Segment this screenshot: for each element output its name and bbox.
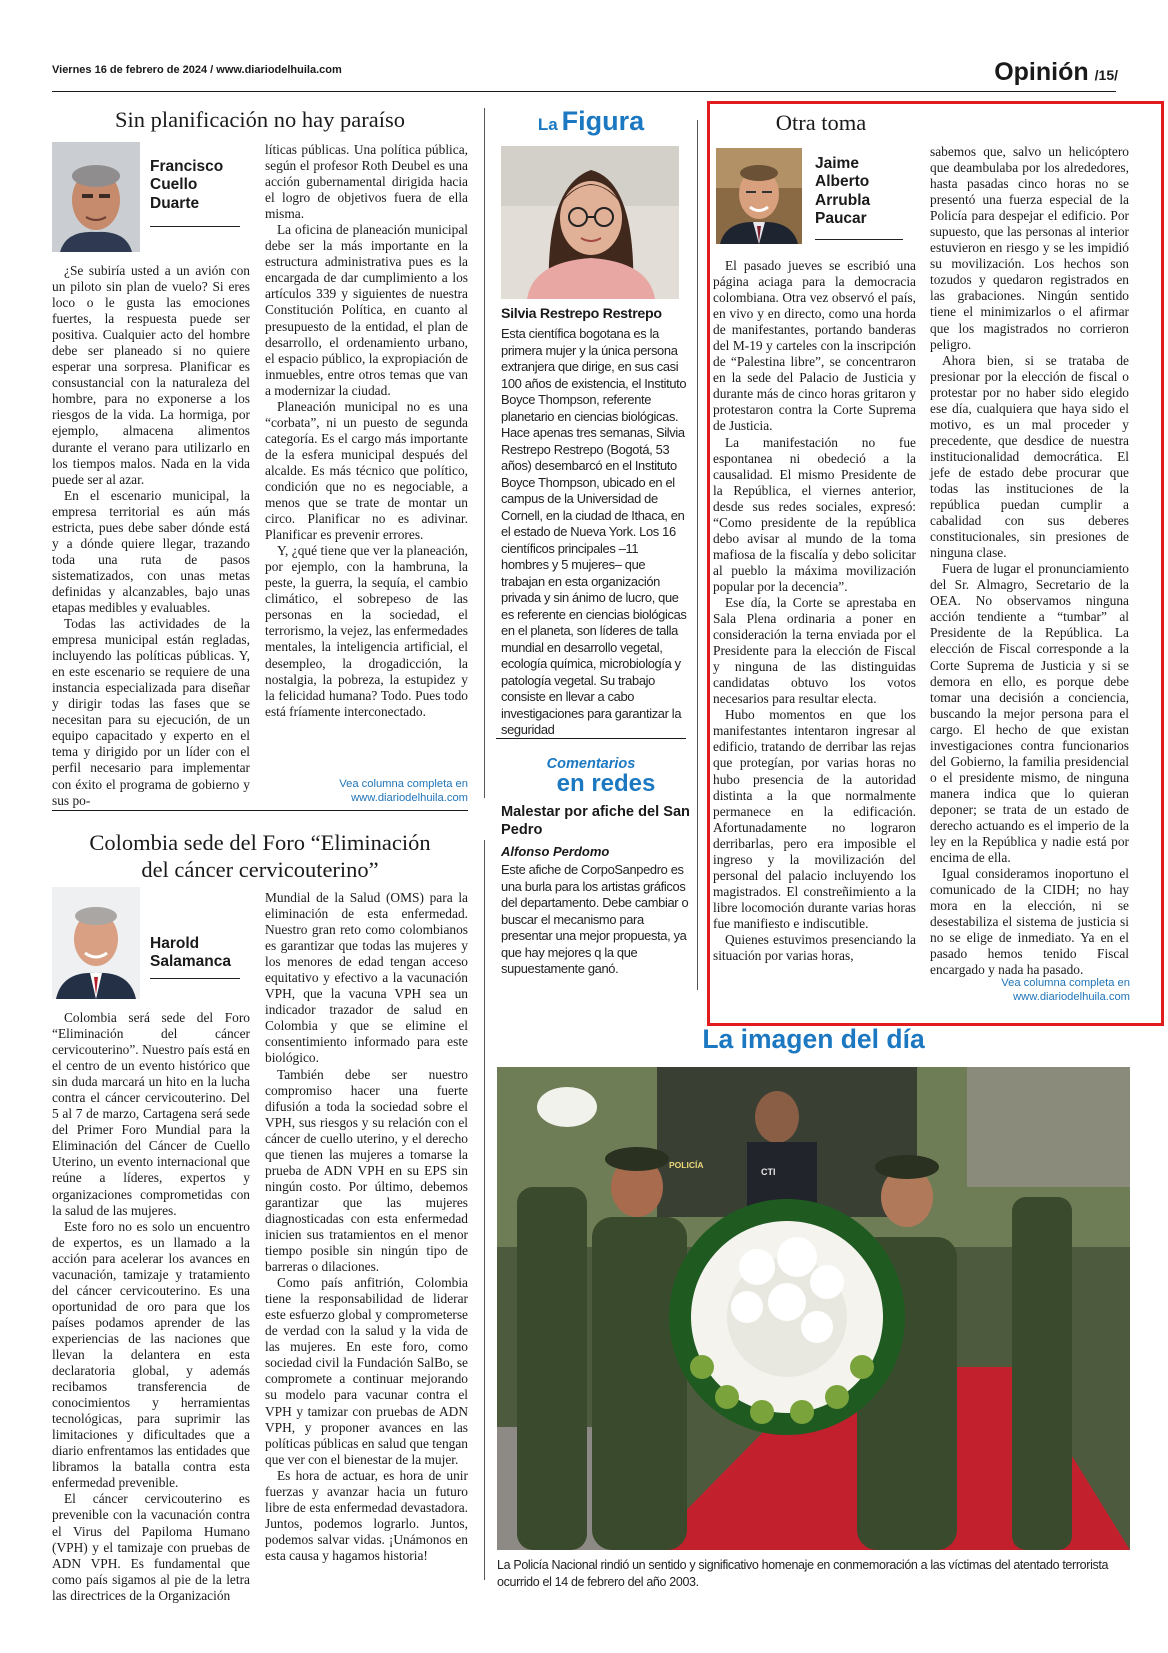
read-more-link[interactable] (930, 976, 1130, 1004)
paragraph: Igual consideramos inoportuno el comunicado de la CIDH; no hay mora en la elección, ni se desestabiliza el sistema de justicia si no se elige de inmediato. Ya en el pasado hemos tenido Fiscal encargado y nada ha pasado. (930, 866, 1129, 978)
author-portrait-image (52, 142, 140, 252)
read-more-label: Vea columna completa en (1001, 977, 1130, 989)
article-body-col-b (265, 142, 468, 720)
paragraph: ¿Se subiría usted a un avión con un piloto sin plan de vuelo? Si eres loco o le gusta las emociones fuertes, la respuesta puede ser positiva. Cualquier acto del hombre debe ser planeado si no quiere esperar una sorpresa. Planificar es consustancial con la naturaleza del hombre, para no exponerse a los riesgos de la vida. La hormiga, por ejemplo, almacena alimentos durante el verano para utilizarlo en los tiempos malos. Nada en la vida puede ser al azar. (52, 263, 250, 487)
author-photo (716, 148, 802, 244)
article-body-col-b (265, 890, 468, 1564)
figura-photo (501, 146, 679, 299)
read-more-url[interactable]: www.diariodelhuila.com (1013, 991, 1130, 1003)
author-name: Jaime Alberto Arrubla Paucar (815, 155, 871, 228)
imagen-photo (497, 1067, 1130, 1550)
masthead-date-site: Viernes 16 de febrero de 2024 / www.diariodelhuila.com (52, 64, 342, 76)
paragraph: Como país anfitrión, Colombia tiene la responsabilidad de liderar este esfuerzo global y comprometerse de verdad con la salud y la vida de las mujeres. En este foro, como sociedad civil la Fundación SalBo, se compromete a continuar mejorando su modelo para vacunar contra el VPH y tamizar con pruebas de ADN VPH, y proponer avances en las políticas públicas en salud que tengan que ver con el bienestar de la mujer. (265, 1275, 468, 1467)
paragraph: Planeación municipal no es una “corbata”, ni un puesto de segunda categoría. Es el cargo más importante de la esfera municipal después del alcalde. Es más técnico que político, condición que no es negociable, a menos que se trate de montar un circo. Planificar no es adivinar. Planificar es prevenir errores. (265, 398, 468, 543)
page-number: /15/ (1094, 67, 1118, 83)
author-portrait-image (716, 148, 802, 244)
article-headline (52, 829, 468, 883)
paragraph: Mundial de la Salud (OMS) para la eliminación de esta enfermedad. Nuestro gran reto como colombianos es garantizar que todas las mujeres y los menores de edad tengan acceso equitativo y efectivo a la vacunación VPH, que la vacuna VPH sea un indicador trazador de salud en Colombia y que se elimine el consentimiento informado para este biológico. (265, 890, 468, 1066)
article-body-col-a (52, 1010, 250, 1604)
author-rule (150, 226, 240, 227)
article-body-col-a (713, 258, 916, 964)
comentarios-text: Este afiche de CorpoSanpedro es una burla para los artistas gráficos del departamento. Debe cambiar o buscar el mecanismo para presentar una mejor propuesta, ya que hay mejores q la que supuestamente ganó. (501, 862, 689, 976)
headline-line: del cáncer cervicouterino” (141, 857, 379, 882)
author-name: Francisco Cuello Duarte (150, 158, 224, 212)
comentarios-title-small: Comentarios (546, 756, 636, 772)
author-name: Harold Salamanca (150, 935, 231, 971)
paragraph: Y, ¿qué tiene que ver la planeación, por ejemplo, con la hambruna, la peste, la guerra, la sequía, el cambio climático, el sobrepeso de las personas en la sociedad, el terrorismo, la vejez, las enfermedades mentales, la inteligencia artificial, el desempleo, la drogadicción, la nostalgia, la pobreza, la estupidez y la felicidad humana? Todo. Pues todo está fríamente interconectado. (265, 543, 468, 719)
paragraph: El cáncer cervicouterino es prevenible con la vacunación contra el Virus del Papiloma Humano (VPH) y el tamizaje con pruebas de ADN VPH. Es fundamental que como país sigamos al pie de la letra las directrices de la Organización (52, 1491, 250, 1603)
paragraph: Este foro no es solo un encuentro de expertos, es un llamado a la acción para acelerar los avances en vacunación, tamizaje y tratamiento del cáncer cervicouterino. Es una oportunidad de oro para que los países podamos aprender de las experiencias de las naciones que llevan la delantera en esta declaratoria global, y además recibamos transferencia de conocimientos y herramientas tecnológicas, para suprimir las limitaciones y dificultades que a diario enfrentamos las entidades que libramos la batalla contra esta enfermedad prevenible. (52, 1218, 250, 1491)
article-body-col-b (930, 144, 1129, 978)
figura-portrait-image (501, 146, 679, 299)
comentarios-headline: Malestar por afiche del San Pedro (501, 804, 690, 838)
paragraph: El pasado jueves se escribió una página aciaga para la democracia colombiana. Otra vez observó el país, en vivo y en directo, como una horda de manifestantes, portando banderas del M-19 y carteles con la inscripción de “Palestina libre”, se concentraron en la sede del Palacio de Justicia y durante más de cinco horas gritaron y protestaron contra la Corte Suprema de Justicia. (713, 258, 916, 434)
paragraph: Es hora de actuar, es hora de unir fuerzas y avanzar hacia un futuro libre de esta enfermedad devastadora. Juntos, podemos lograrlo. Juntos, podemos salvar vidas. ¡Unámonos en esta causa y hagamos historia! (265, 1467, 468, 1563)
author-photo (52, 887, 140, 999)
column-divider (484, 108, 485, 798)
read-more-label: Vea columna completa en (339, 778, 468, 790)
paragraph: Ahora bien, si se trataba de presionar por la elección de fiscal o protestar por no haber sido elegido ese día, cualquiera que haya sido el motivo, es un mal proceder y precedente, que desdice de nuestra institucionalidad democrática. El jefe de estado debe procurar que todas las instituciones de la república puedan cumplir a cabalidad con sus deberes constitucionales, sin presiones de ninguna clase. (930, 352, 1129, 561)
author-photo (52, 142, 140, 252)
ceremony-photo-image (497, 1067, 1130, 1550)
police-badge-label: POLICÍA (669, 1160, 704, 1170)
article-body-col-a (52, 263, 250, 809)
comentarios-title-big: en redes (556, 769, 656, 797)
masthead-section (994, 58, 1118, 87)
vest-label: CTI (761, 1167, 776, 1177)
paragraph: líticas públicas. Una política pública, según el profesor Roth Deubel es una acción gubernamental dirigida hacia el logro de objetivos fuera de ella misma. (265, 142, 468, 222)
column-divider (484, 840, 485, 1580)
read-more-url[interactable]: www.diariodelhuila.com (351, 792, 468, 804)
author-rule (815, 239, 903, 240)
imagen-title: La imagen del día (702, 1024, 925, 1054)
paragraph: También debe ser nuestro compromiso hacer una fuerte difusión a toda la sociedad sobre el VPH, sus riesgos y su relación con el cáncer de cuello uterino, y el derecho que tienen las mujeres a tomarse la prueba de ADN VPH en su EPS sin ningún costo. Por último, debemos garantizar que las mujeres diagnosticadas con esta enfermedad inicien sus tratamientos en el menor tiempo posible sin ningún tipo de barreras o dilaciones. (265, 1066, 468, 1275)
paragraph: Colombia será sede del Foro “Eliminación del cáncer cervicouterino”. Nuestro país está en el centro de un evento histórico que sin duda marcará un hito en la lucha contra el cáncer cervicouterino. Del 5 al 7 de marzo, Cartagena será sede del Primer Foro Mundial para la Eliminación del Cáncer de Cuello Uterino, un evento internacional que reúne a líderes, expertos y organizaciones comprometidas con la salud de las mujeres. (52, 1010, 250, 1218)
author-portrait-image (52, 887, 140, 999)
paragraph: Ese día, la Corte se aprestaba en Sala Plena ordinaria a poner en consideración la terna enviada por el Presidente para la elección de Fiscal y ninguna de las distinguidas candidatas obtuvo los votos necesarios para resultar electa. (713, 594, 916, 707)
comentarios-title (496, 757, 686, 796)
figura-title-prefix: La (537, 115, 558, 134)
masthead-rule (52, 91, 1116, 92)
figura-title-main: Figura (561, 106, 645, 136)
paragraph: Hubo momentos en que los manifestantes intentaron ingresar al edificio, tratando de derribar las rejas que protegían, por varias horas no hubo presencia de la autoridad distinta a la que normalmente permanece en la edificación. Afortunadamente no lograron derribarlas, pero era imposible el ingreso y la movilización del personal del palacio incluyendo los magistrados. El constreñimiento a la libre locomoción durante varias horas fue manifiesto e indiscutible. (713, 707, 916, 931)
read-more-link[interactable] (265, 777, 468, 805)
paragraph: Fuera de lugar el pronunciamiento del Sr. Almagro, Secretario de la OEA. No observamos ninguna acción tendiente a “tumbar” al Presidente de la República. La elección de Fiscal corresponde a la Corte Suprema de Justicia y si se demora en ello, es porque debe tomar una decisión a conciencia, buscando la mejor persona para el cargo. El hecho de que existan investigaciones contra funcionarios del Gobierno, la familia presidencial o el presidente mismo, de ninguna manera indica que lo quieran deponer; se trata de un estado de derecho actuando es el imperio de la ley en la República y nadie está por encima de ella. (930, 561, 1129, 866)
paragraph: La manifestación no fue espontanea ni obedeció a la causalidad. El mismo Presidente de la República, el viernes anterior, desde sus redes sociales, expresó: “Como presidente de la república debo avisar al mundo de la toma mafiosa de la fiscalía y debo solicitar al pueblo la máxima movilización popular por la decencia”. (713, 434, 916, 594)
article-headline: Sin planificación no hay paraíso (115, 107, 405, 132)
paragraph: Todas las actividades de la empresa municipal están regladas, incluyendo las políticas públicas. Y, en este escenario se requiere de una instancia especializada para diseñar y dirigir todas las fases que se necesitan para su ejecución, de un equipo capacitado y experto en el tema y dirigido por un líder con el perfil necesario para implementar con éxito el programa de gobierno y sus po- (52, 616, 250, 808)
headline-line: Colombia sede del Foro “Eliminación (89, 830, 431, 855)
paragraph: La oficina de planeación municipal debe ser la más importante en la estructura administrativa pues es la encargada de dar cumplimiento a los artículos 339 y siguientes de nuestra Constitución Política, en cuanto al presupuesto de la entidad, el plan de desarrollo, el ordenamiento urbano, el espacio público, la expropiación de inmuebles, entre otros temas que van a modernizar la ciudad. (265, 222, 468, 398)
paragraph: Quienes estuvimos presenciando la situación por varias horas, (713, 931, 916, 964)
section-name: Opinión (994, 58, 1089, 86)
article-headline: Otra toma (775, 110, 867, 135)
figura-text: Esta científica bogotana es la primera mujer y la única persona extranjera que dirige, en sus casi 100 años de existencia, el Instituto Boyce Thompson, referente planetario en ciencias biológicas. Hace apenas tres semanas, Silvia Restrepo Restrepo (Bogotá, 53 años) desembarcó en el Instituto Boyce Thompson, ubicado en el campus de la Universidad de Cornell, en la ciudad de Ithaca, en el estado de Nueva York. Los 16 científicos principales –11 hombres y 5 mujeres– que trabajan en esta organización privada y sin ánimo de lucro, que es referente en ciencias biológicas en el planeta, son líderes de talla mundial en desarrollo vegetal, ecología química, microbiología y patología vegetal. Su trabajo consiste en llevar a cabo investigaciones para garantizar la seguridad (501, 326, 687, 737)
paragraph: sabemos que, salvo un helicóptero que deambulaba por los alrededores, hasta pasadas cinco horas no se presentó una fuerza especial de la Policía para despejar el edificio. Por supuesto, que las personas al interior estuvieron en riesgo y se les impidió su movilización. Los hechos son tozudos y quedaron registrados en las grabaciones. Ningún sentido tiene el minimizarlos o el afirmar que los magistrados no corrieron peligro. (930, 144, 1129, 352)
figura-title (496, 106, 686, 137)
author-rule (150, 978, 240, 979)
column-divider (697, 120, 698, 990)
paragraph: En el escenario municipal, la empresa territorial es aún más estricta, pues debe saber dónde está y a dónde quiere llegar, trazando toda una ruta de pasos sistematizados, con unas metas definidas y alcanzables, bajo unas etapas medibles y evaluables. (52, 487, 250, 615)
figura-name: Silvia Restrepo Restrepo (501, 306, 662, 322)
imagen-caption: La Policía Nacional rindió un sentido y significativo homenaje en conmemoración a las víctimas del atentado terrorista ocurrido el 14 de febrero del año 2003. (497, 1558, 1109, 1589)
section-rule (52, 810, 468, 811)
comentarios-author: Alfonso Perdomo (501, 844, 610, 859)
